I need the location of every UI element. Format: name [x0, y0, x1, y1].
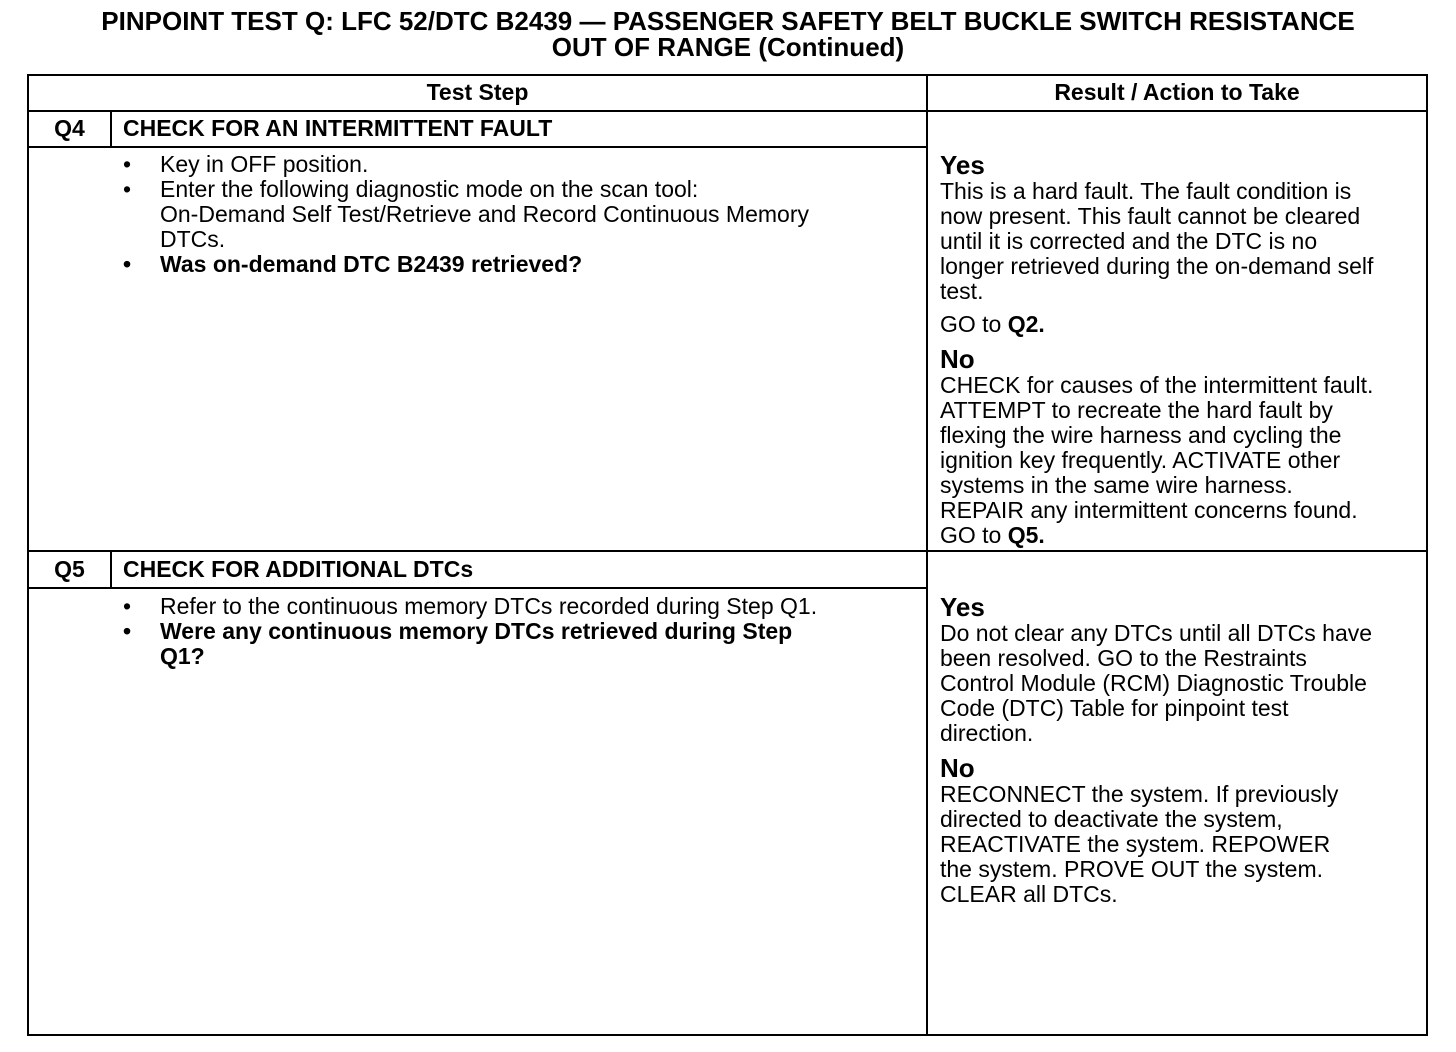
bullet-continuation: On-Demand Self Test/Retrieve and Record Continuous Memory: [160, 201, 809, 227]
result-line: CHECK for causes of the intermittent fault.: [940, 372, 1374, 398]
q5-result: [940, 593, 1372, 907]
q4-bullet-list: [120, 152, 809, 277]
result-line: Control Module (RCM) Diagnostic Trouble: [940, 670, 1367, 696]
result-line: RECONNECT the system. If previously: [940, 781, 1339, 807]
result-line: REPAIR any intermittent concerns found.: [940, 497, 1358, 523]
result-line: longer retrieved during the on-demand self: [940, 253, 1374, 279]
page-title: [0, 8, 1456, 60]
result-line: systems in the same wire harness.: [940, 472, 1293, 498]
go-to-text: GO to: [940, 522, 1002, 548]
column-divider: [926, 74, 928, 1036]
result-line: the system. PROVE OUT the system.: [940, 856, 1324, 882]
q5-title-divider: [27, 587, 927, 589]
go-to-line: [940, 312, 1373, 337]
q5-bullet-list: [120, 594, 817, 669]
title-line-1: PINPOINT TEST Q: LFC 52/DTC B2439 — PASSENGER SAFETY BELT BUCKLE SWITCH RESISTANCE: [101, 6, 1355, 36]
header-result: Result / Action to Take: [1054, 79, 1300, 105]
header-divider: [27, 110, 1428, 112]
yes-label: Yes: [940, 592, 985, 622]
q5-bullet: • Refer to the continuous memory DTCs recorded during Step Q1.: [120, 594, 817, 619]
result-line: ATTEMPT to recreate the hard fault by: [940, 397, 1333, 423]
title-line-2: OUT OF RANGE (Continued): [551, 32, 905, 62]
q4-id-divider: [110, 111, 112, 147]
q4-bullet-question: • Was on-demand DTC B2439 retrieved?: [120, 252, 809, 277]
go-to-ref: Q2.: [1007, 311, 1045, 337]
result-line: now present. This fault cannot be cleared: [940, 203, 1361, 229]
header-test-step: Test Step: [426, 79, 529, 105]
q5-bullet-question: [120, 619, 817, 669]
result-line: flexing the wire harness and cycling the: [940, 422, 1342, 448]
step-id-q5: Q5: [54, 556, 85, 582]
no-label: No: [940, 344, 975, 374]
result-line: This is a hard fault. The fault condition is: [940, 178, 1352, 204]
bullet-continuation: DTCs.: [160, 226, 226, 252]
no-label: No: [940, 753, 975, 783]
go-to-ref: Q5.: [1007, 522, 1045, 548]
result-line: ignition key frequently. ACTIVATE other: [940, 447, 1341, 473]
result-line: Code (DTC) Table for pinpoint test: [940, 695, 1289, 721]
q5-id-divider: [110, 551, 112, 588]
q4-bullet: [120, 177, 809, 252]
yes-label: Yes: [940, 150, 985, 180]
step-divider: [27, 550, 1428, 552]
step-title-q4: CHECK FOR AN INTERMITTENT FAULT: [123, 115, 553, 141]
result-line: until it is corrected and the DTC is no: [940, 228, 1318, 254]
bullet-continuation: Q1?: [160, 643, 205, 669]
step-id-q4: Q4: [54, 115, 85, 141]
q4-bullet: • Key in OFF position.: [120, 152, 809, 177]
go-to-line: [940, 523, 1373, 548]
result-line: REACTIVATE the system. REPOWER: [940, 831, 1331, 857]
bullet-text: Enter the following diagnostic mode on the scan tool:: [160, 176, 699, 202]
result-line: test.: [940, 278, 984, 304]
bullet-text: Were any continuous memory DTCs retrieved during Step: [160, 618, 793, 644]
result-line: Do not clear any DTCs until all DTCs have: [940, 620, 1373, 646]
go-to-text: GO to: [940, 311, 1002, 337]
q4-result: [940, 151, 1373, 548]
result-line: CLEAR all DTCs.: [940, 881, 1118, 907]
q4-title-divider: [27, 146, 927, 148]
result-line: been resolved. GO to the Restraints: [940, 645, 1307, 671]
result-line: direction.: [940, 720, 1034, 746]
step-title-q5: CHECK FOR ADDITIONAL DTCs: [123, 556, 474, 582]
result-line: directed to deactivate the system,: [940, 806, 1283, 832]
